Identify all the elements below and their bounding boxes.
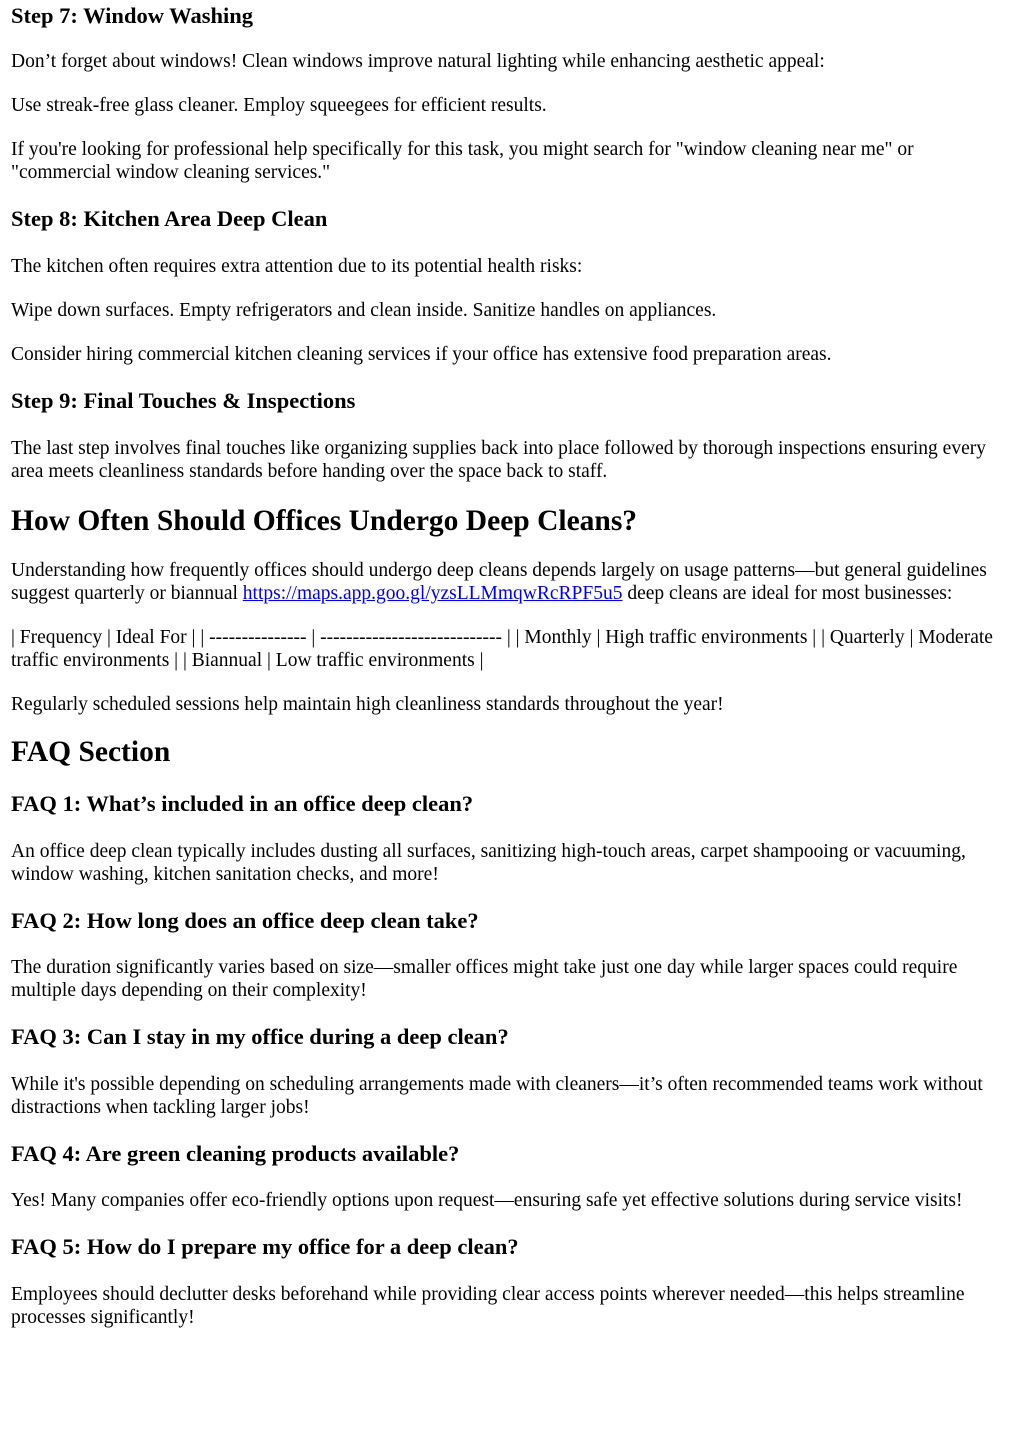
faq-1-answer: An office deep clean typically includes dusting all surfaces, sanitizing high-touch areas, carpet shampooing or vacuuming, window washing, kitchen sanitation checks, and more!	[11, 841, 966, 885]
step7-intro: Don’t forget about windows! Clean windows improve natural lighting while enhancing aesthetic appeal:	[11, 51, 825, 72]
step7-professional-help: If you're looking for professional help specifically for this task, you might search for "window cleaning near me" or "commercial window cleaning services."	[11, 139, 914, 183]
faq-4-question: FAQ 4: Are green cleaning products available?	[11, 1141, 460, 1166]
maps-link[interactable]: https://maps.app.goo.gl/yzsLLMmqwRcRPF5u5	[242, 583, 623, 604]
faq-3-answer: While it's possible depending on scheduling arrangements made with cleaners—it’s often recommended teams work without distractions when tackling larger jobs!	[11, 1074, 983, 1118]
step8-intro: The kitchen often requires extra attention due to its potential health risks:	[11, 256, 583, 277]
step9-text: The last step involves final touches like organizing supplies back into place followed by thorough inspections ensuring every area meets cleanliness standards before handing over the space back to staff.	[11, 438, 986, 482]
faq-2-question: FAQ 2: How long does an office deep clean take?	[11, 908, 479, 933]
step8-hiring: Consider hiring commercial kitchen cleaning services if your office has extensive food preparation areas.	[11, 344, 832, 365]
faq-5-answer: Employees should declutter desks beforehand while providing clear access points wherever needed—this helps streamline processes significantly!	[11, 1284, 965, 1328]
step7-tips: Use streak-free glass cleaner. Employ squeegees for efficient results.	[11, 95, 547, 116]
faq-2-answer: The duration significantly varies based on size—smaller offices might take just one day while larger spaces could require multiple days depending on their complexity!	[11, 957, 958, 1001]
step8-heading: Step 8: Kitchen Area Deep Clean	[11, 206, 328, 231]
article-body	[0, 2, 1024, 1329]
frequency-table-text: | Frequency | Ideal For | | --------------- | ---------------------------- | | Monthly | High traffic environments | | Quarterly | Moderate traffic environments | | Biannual | Low traffic environments |	[11, 627, 993, 671]
faq-4-answer: Yes! Many companies offer eco-friendly options upon request—ensuring safe yet effective solutions during service visits!	[11, 1190, 963, 1211]
frequency-closing: Regularly scheduled sessions help maintain high cleanliness standards throughout the year!	[11, 694, 724, 715]
frequency-intro	[11, 559, 1014, 605]
faq-5-question: FAQ 5: How do I prepare my office for a deep clean?	[11, 1234, 519, 1259]
faq-1-question: FAQ 1: What’s included in an office deep clean?	[11, 791, 474, 816]
step7-heading: Step 7: Window Washing	[11, 3, 253, 28]
faq-heading: FAQ Section	[11, 736, 171, 768]
step9-heading: Step 9: Final Touches & Inspections	[11, 388, 356, 413]
faq-3-question: FAQ 3: Can I stay in my office during a deep clean?	[11, 1024, 509, 1049]
frequency-intro-end: deep cleans are ideal for most businesses:	[622, 583, 953, 604]
frequency-heading: How Often Should Offices Undergo Deep Cleans?	[11, 505, 638, 537]
frequency-intro-start: Understanding how frequently offices should undergo deep cleans depends largely on usage patterns—but general guidelines suggest quarterly or biannual	[11, 560, 987, 604]
step8-tips: Wipe down surfaces. Empty refrigerators and clean inside. Sanitize handles on appliances.	[11, 300, 717, 321]
